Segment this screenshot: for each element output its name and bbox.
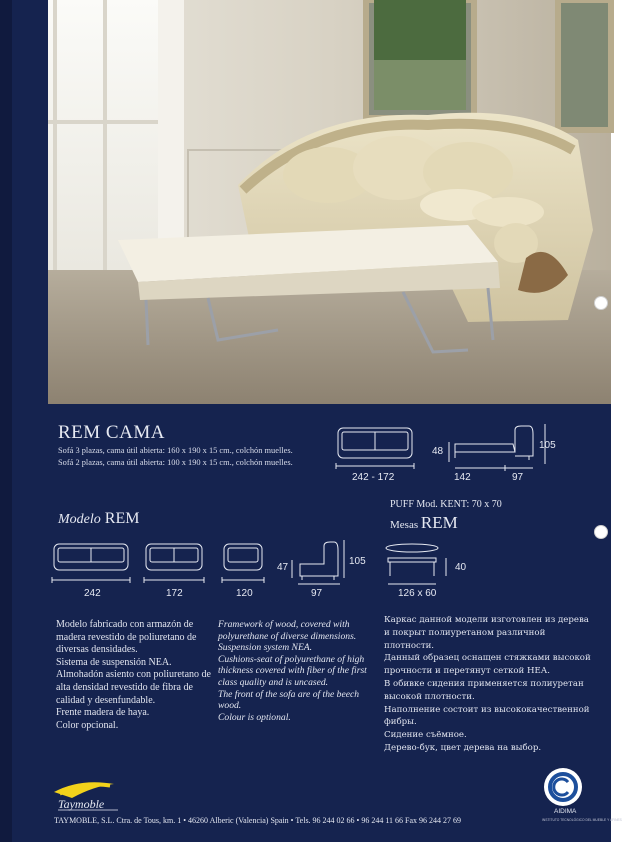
ru-paragraph: Каркас данной модели изготовлен из дерева и покрыт полиуретаном различной плотности. xyxy=(384,615,589,651)
product-line-1: Sofá 3 plazas, cama útil abierta: 160 x 190 x 15 cm., colchón muelles. xyxy=(58,446,293,455)
es-paragraph: Sistema de suspensión NEA. xyxy=(56,656,172,668)
en-paragraph: Cushions-seat of polyurethane of high thickness covered with fiber of the first class quality and is uncased. xyxy=(218,653,367,688)
description-english xyxy=(218,619,378,723)
dim-bed-height-left: 48 xyxy=(432,446,444,457)
aidima-name: AIDIMA xyxy=(554,808,577,815)
es-paragraph: Frente madera de haya. xyxy=(56,707,150,719)
sofa-bed-photo xyxy=(48,0,611,404)
sofa-bed-side-drawing xyxy=(443,422,553,472)
dim-table-height: 40 xyxy=(455,562,467,573)
en-paragraph: Colour is optional. xyxy=(218,711,291,723)
punch-hole-bottom xyxy=(594,525,608,539)
mesas-name: REM xyxy=(420,513,458,532)
modelo-name: REM xyxy=(104,510,140,527)
sofa-side-drawing xyxy=(288,538,348,588)
ru-paragraph: Сидение съёмное. xyxy=(384,730,467,741)
description-spanish xyxy=(56,619,216,732)
taymoble-logo xyxy=(50,778,130,814)
punch-hole-top xyxy=(594,296,608,310)
ru-paragraph: Наполнение состоит из высококачественной фибры. xyxy=(384,704,590,728)
dim-depth-open: 142 xyxy=(454,472,471,483)
modelo-label: Modelo xyxy=(58,512,101,527)
es-paragraph: Modelo fabricado con armazón de madera revestido de poliuretano de diversas densidades. xyxy=(56,619,197,656)
en-paragraph: Suspension system NEA. xyxy=(218,642,313,654)
two-seat-sofa-drawing xyxy=(142,540,208,586)
ru-paragraph: Данный образец оснащен стяжками высокой прочности и перетянут сеткой НЕА. xyxy=(384,653,591,677)
company-address: TAYMOBLE, S.L. Ctra. de Tous, km. 1 • 46260 Alberic (Valencia) Spain • Tels. 96 244 02 66 • 96 244 11 66 Fax 96 244 27 69 xyxy=(54,816,462,825)
dim-table-size: 126 x 60 xyxy=(398,588,437,599)
logo-wordmark: Taymoble xyxy=(58,797,105,811)
description-russian xyxy=(384,614,594,755)
puff-label: PUFF Mod. KENT: 70 x 70 xyxy=(390,499,502,510)
dim-depth-closed: 97 xyxy=(512,472,524,483)
mesas-label: Mesas xyxy=(390,519,419,531)
dim-three-seat: 242 xyxy=(84,588,101,599)
es-paragraph: Color opcional. xyxy=(56,719,119,731)
dim-armchair: 120 xyxy=(236,588,253,599)
dim-depth: 97 xyxy=(311,588,323,599)
product-title: REM CAMA xyxy=(58,422,165,443)
dim-seat-height: 47 xyxy=(277,562,289,573)
es-paragraph: Almohadón asiento con poliuretano de alta densidad revestido de fibra de calidad y desenfundable. xyxy=(56,669,211,706)
mesas-heading xyxy=(390,513,458,533)
ru-paragraph: Дерево-бук, цвет дерева на выбор. xyxy=(384,742,542,753)
dim-two-seat: 172 xyxy=(166,588,183,599)
en-paragraph: Framework of wood, covered with polyurethane of diverse dimensions. xyxy=(218,619,357,642)
ru-paragraph: В обивке сидения применяется полиуретан высокой плотности. xyxy=(384,678,584,702)
three-seat-sofa-drawing xyxy=(50,540,134,586)
armchair-drawing xyxy=(220,540,268,586)
aidima-subtitle: INSTITUTO TECNOLÓGICO DEL MUEBLE Y AFINES xyxy=(542,818,622,822)
table-drawing xyxy=(382,540,462,590)
dim-sofa-width: 242 - 172 xyxy=(352,472,395,483)
product-line-2: Sofá 2 plazas, cama útil abierta: 100 x 190 x 15 cm., colchón muelles. xyxy=(58,458,293,467)
page-edge xyxy=(0,0,12,842)
dim-back-height: 105 xyxy=(349,556,366,567)
modelo-heading xyxy=(58,510,139,528)
sofa-bed-front-drawing xyxy=(332,420,418,470)
aidima-certification-icon xyxy=(542,766,584,808)
dim-bed-height-right: 105 xyxy=(539,440,556,451)
en-paragraph: The front of the sofa are of the beech wood. xyxy=(218,688,360,712)
